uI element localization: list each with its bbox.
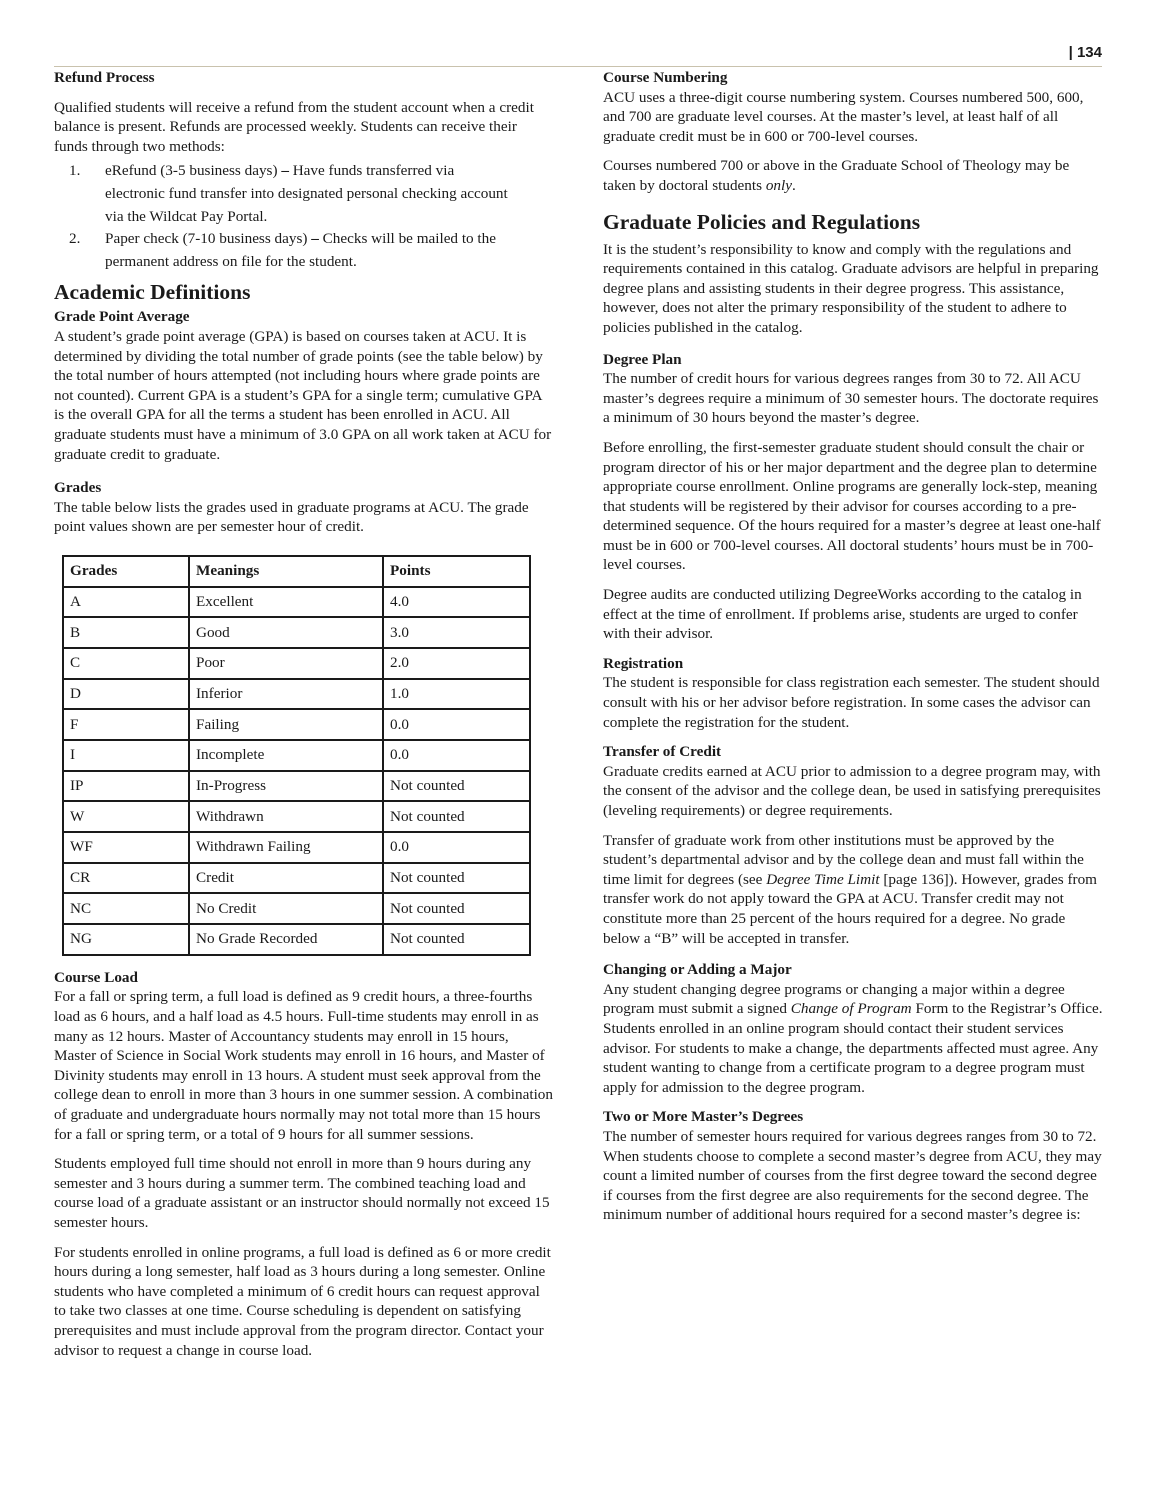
table-row <box>63 709 530 740</box>
left-column <box>54 68 554 1360</box>
column-header: Points <box>383 556 530 587</box>
table-header-row <box>63 556 530 587</box>
list-item <box>54 228 554 273</box>
gpa-paragraph: A student’s grade point average (GPA) is based on courses taken at ACU. It is determined by dividing the total number of grade points (see the table below) by the total number of hours attempted (not including hours where grade points are not counted). Current GPA is a student’s GPA for a single term; cumulative GPA is the overall GPA for all the terms a student has been enrolled in ACU. All graduate students must have a minimum of 3.0 GPA on all work taken at ACU for graduate credit to graduate. <box>54 327 552 463</box>
graduate-policies-intro: It is the student’s responsibility to know and comply with the regulations and requirements contained in this catalog. Graduate advisors are helpful in preparing degree plans and assisting students in their degree progress. This assistance, however, does not alter the primary responsibility of the student to adhere to policies published in the catalog. <box>603 240 1099 336</box>
refund-process-heading: Refund Process <box>54 69 155 86</box>
grades-paragraph: The table below lists the grades used in graduate programs at ACU. The grade point values shown are per semester hour of credit. <box>54 498 529 536</box>
table-cell: Not counted <box>383 771 530 802</box>
table-cell: B <box>63 617 189 648</box>
gpa-heading: Grade Point Average <box>54 308 190 326</box>
table-cell: WF <box>63 832 189 863</box>
table-cell: Not counted <box>383 924 530 955</box>
header-rule <box>54 66 1102 67</box>
list-number: 1. <box>69 162 81 180</box>
registration-paragraph: The student is responsible for class registration each semester. The student should consult with his or her advisor before registration. In some cases the advisor can complete the registration for the student. <box>603 674 1100 731</box>
graduate-policies-heading: Graduate Policies and Regulations <box>603 209 921 234</box>
grades-table <box>62 555 531 956</box>
table-cell: Withdrawn Failing <box>189 832 383 863</box>
table-cell: Not counted <box>383 893 530 924</box>
transfer-credit-paragraph-1: Graduate credits earned at ACU prior to admission to a degree program may, with the consent of the advisor and the college dean, be used in satisfying prerequisites (leveling requirements) or degree requirements. <box>603 762 1101 819</box>
table-cell: Not counted <box>383 863 530 894</box>
table-row <box>63 893 530 924</box>
column-header: Meanings <box>189 556 383 587</box>
degree-plan-paragraph-2: Before enrolling, the first-semester graduate student should consult the chair or program director of his or her major department and the degree plan to determine appropriate course enrollment. Online programs are generally lock-step, meaning that students will be registered by their advisor for courses according to a pre-determined sequence. Of the hours required for a master’s degree at least one-half must be in 600 or 700-level courses. All doctoral students’ hours must be in 700-level courses. <box>603 438 1101 574</box>
table-cell: Failing <box>189 709 383 740</box>
table-row <box>63 832 530 863</box>
table-cell: Excellent <box>189 587 383 618</box>
table-cell: No Grade Recorded <box>189 924 383 955</box>
table-cell: 2.0 <box>383 648 530 679</box>
changing-major-paragraph: Any student changing degree programs or changing a major within a degree program must submit a signed Change of Program Form to the Registrar’s Office. Students enrolled in an online program should contact their student services advisor. For students to make a change, the departments affected must agree. Any student wanting to change from a certificate program to a degree program must apply for admission to the degree program. <box>603 980 1103 1096</box>
two-masters-paragraph: The number of semester hours required for various degrees ranges from 30 to 72. When students choose to complete a second master’s degree from ACU, they may count a limited number of courses from the first degree toward the second degree if courses from the first degree are also requirements for the second degree. The minimum number of additional hours required for a second master’s degree is: <box>603 1127 1102 1224</box>
list-text: eRefund (3-5 business days) – Have funds transferred via electronic fund transfer into designated personal checking account via the Wildcat Pay Portal. <box>105 162 508 225</box>
page-number: | 134 <box>1068 44 1102 61</box>
degree-plan-heading: Degree Plan <box>603 350 682 368</box>
table-cell: 0.0 <box>383 832 530 863</box>
table-cell: No Credit <box>189 893 383 924</box>
table-cell: D <box>63 679 189 710</box>
table-row <box>63 617 530 648</box>
registration-heading: Registration <box>603 654 684 672</box>
changing-major-heading: Changing or Adding a Major <box>603 961 792 979</box>
table-cell: Poor <box>189 648 383 679</box>
table-row <box>63 679 530 710</box>
table-cell: 4.0 <box>383 587 530 618</box>
transfer-credit-heading: Transfer of Credit <box>603 743 722 761</box>
degree-plan-paragraph-1: The number of credit hours for various degrees ranges from 30 to 72. All ACU master’s degrees require a minimum of 30 semester hours. The doctorate requires a minimum of 30 hours beyond the master’s degree. <box>603 370 1099 427</box>
table-cell: I <box>63 740 189 771</box>
course-load-paragraph-1: For a fall or spring term, a full load is defined as 9 credit hours, a three-fourths load as 6 hours, and a half load as 4.5 hours. Full-time students may enroll in as many as 12 hours. Master of Accountancy students may enroll in 15 hours, Master of Science in Social Work students may enroll in 16 hours, and Master of Divinity students may enroll in 13 hours. A student must seek approval from the college dean to enroll in more than 3 hours in one summer session. A combination of graduate and undergraduate hours normally may not total more than 15 hours for a fall or spring term, or a total of 9 hours for all summer sessions. <box>54 988 553 1143</box>
table-row <box>63 648 530 679</box>
academic-definitions-heading: Academic Definitions <box>54 280 251 305</box>
list-item <box>54 160 554 228</box>
table-cell: C <box>63 648 189 679</box>
table-cell: Withdrawn <box>189 801 383 832</box>
transfer-credit-paragraph-2: Transfer of graduate work from other institutions must be approved by the student’s departmental advisor and by the college dean and must fall within the time limit for degrees (see Degree Time Limit [page 136]). However, grades from transfer work do not apply toward the GPA at ACU. Transfer credit may not constitute more than 25 percent of the hours required for a degree. No grade below a “B” will be accepted in transfer. <box>603 831 1097 947</box>
course-numbering-paragraph-2: Courses numbered 700 or above in the Graduate School of Theology may be taken by doctoral students only. <box>603 157 1070 194</box>
table-cell: Credit <box>189 863 383 894</box>
table-cell: Incomplete <box>189 740 383 771</box>
table-cell: 3.0 <box>383 617 530 648</box>
table-cell: In-Progress <box>189 771 383 802</box>
table-row <box>63 587 530 618</box>
table-cell: Inferior <box>189 679 383 710</box>
table-cell: NG <box>63 924 189 955</box>
table-cell: 1.0 <box>383 679 530 710</box>
table-cell: F <box>63 709 189 740</box>
table-cell: NC <box>63 893 189 924</box>
table-cell: W <box>63 801 189 832</box>
refund-methods-list <box>54 160 554 273</box>
grades-heading: Grades <box>54 479 102 497</box>
course-numbering-heading: Course Numbering <box>603 69 728 86</box>
table-cell: 0.0 <box>383 709 530 740</box>
course-load-paragraph-2: Students employed full time should not enroll in more than 9 hours during any semester and 3 hours during a summer term. The combined teaching load and course load of a graduate assistant or an instructor should normally not exceed 15 semester hours. <box>54 1155 550 1231</box>
table-row <box>63 801 530 832</box>
list-text: Paper check (7-10 business days) – Checks will be mailed to the permanent address on file for the student. <box>105 230 496 270</box>
table-row <box>63 863 530 894</box>
table-cell: 0.0 <box>383 740 530 771</box>
two-masters-heading: Two or More Master’s Degrees <box>603 1108 804 1126</box>
course-numbering-paragraph-1: ACU uses a three-digit course numbering system. Courses numbered 500, 600, and 700 are graduate level courses. At the master’s level, at least half of all graduate credit must be in 600 or 700-level courses. <box>603 88 1084 145</box>
course-load-heading: Course Load <box>54 968 138 986</box>
table-row <box>63 771 530 802</box>
table-row <box>63 924 530 955</box>
table-cell: CR <box>63 863 189 894</box>
column-header: Grades <box>63 556 189 587</box>
table-row <box>63 740 530 771</box>
table-cell: Good <box>189 617 383 648</box>
degree-plan-paragraph-3: Degree audits are conducted utilizing DegreeWorks according to the catalog in effect at the time of enrollment. If problems arise, students are urged to confer with their advisor. <box>603 586 1082 643</box>
table-cell: Not counted <box>383 801 530 832</box>
list-number: 2. <box>69 230 81 248</box>
table-cell: IP <box>63 771 189 802</box>
table-cell: A <box>63 587 189 618</box>
refund-intro: Qualified students will receive a refund from the student account when a credit balance is present. Refunds are processed weekly. Students can receive their funds through two methods: <box>54 98 534 155</box>
course-load-paragraph-3: For students enrolled in online programs, a full load is defined as 6 or more credit hours during a long semester, half load as 3 hours during a long semester. Online students who have completed a minimum of 6 credit hours can request approval to take two classes at one time. Course scheduling is dependent on satisfying prerequisites and must include approval from the program director. Contact your advisor to request a change in course load. <box>54 1243 551 1359</box>
right-column <box>603 68 1103 1225</box>
